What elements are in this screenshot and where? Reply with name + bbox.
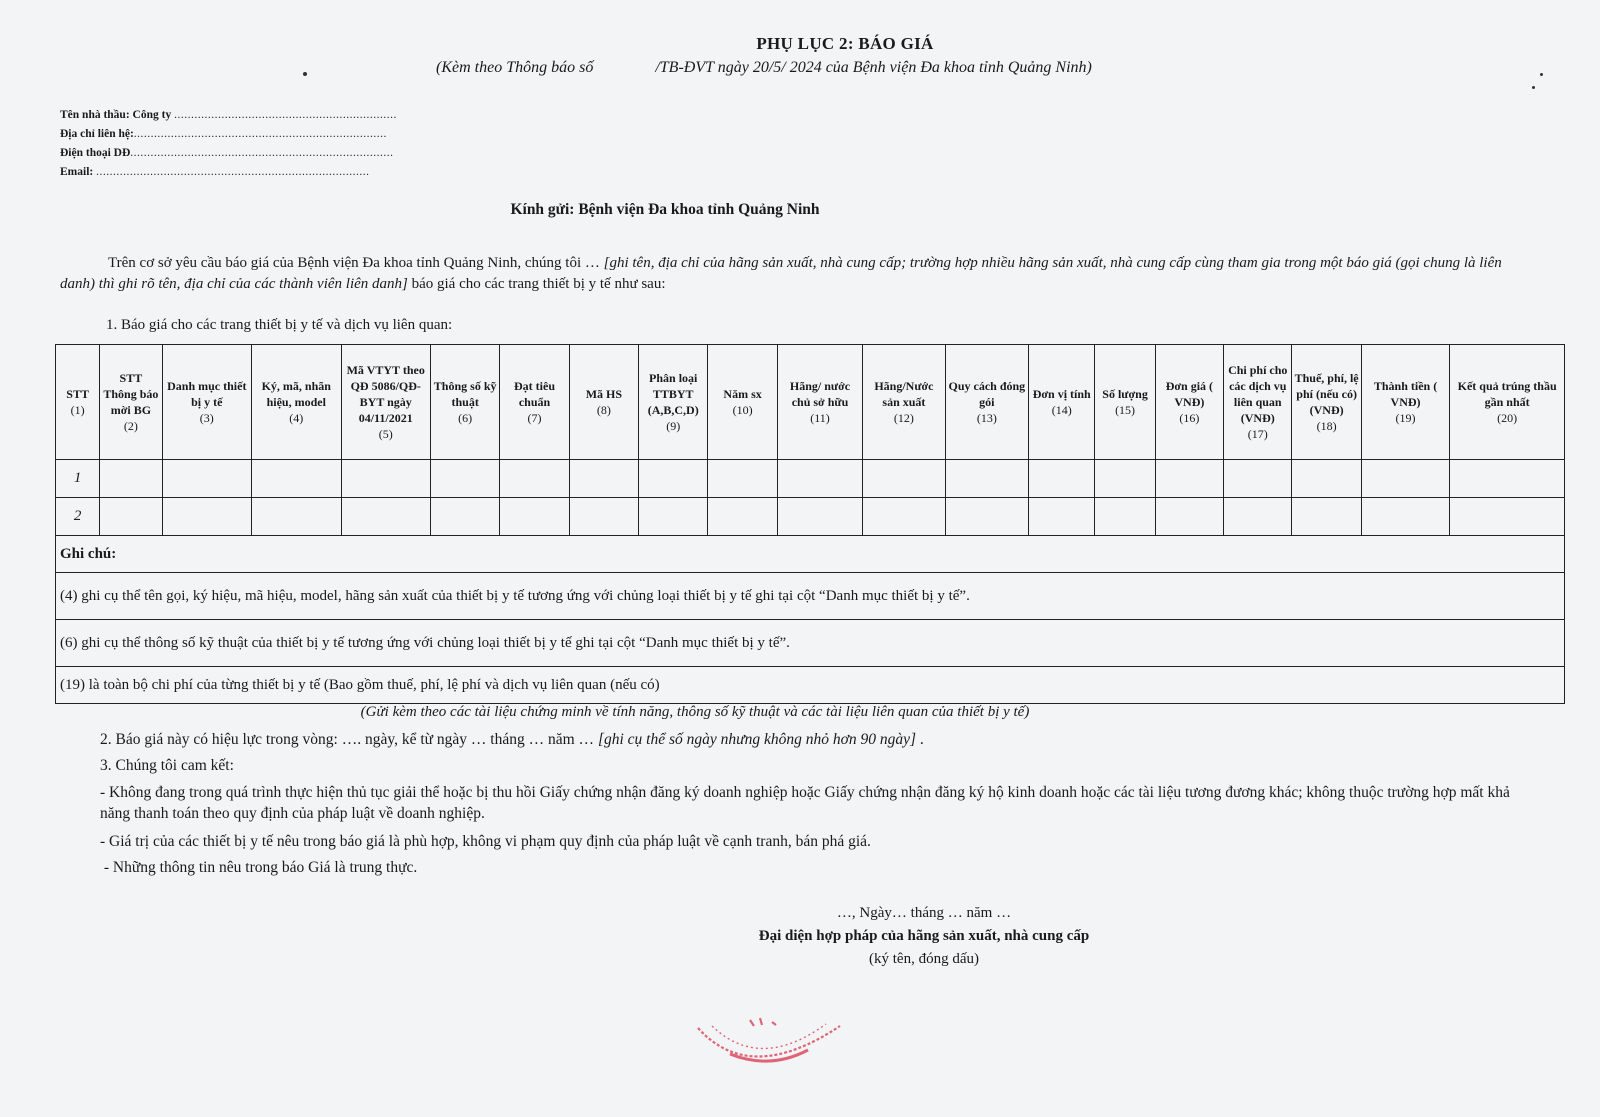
intro-italic: [ghi tên, địa chỉ của hãng sản xuất, nhà cung cấp; trường hợp nhiều hãng sản xuất, nhà cung cấp cùng tham gia trong một báo giá (gọi chung là liên danh) thì ghi rõ tên, địa chỉ của các thành viên liên danh] — [60, 255, 1502, 292]
intro-lead: Trên cơ sở yêu cầu báo giá của Bệnh viện Đa khoa tỉnh Quảng Ninh, chúng tôi … — [108, 255, 604, 271]
column-header-label: Hãng/ nước chủ sở hữu — [789, 379, 851, 409]
column-header-number: (5) — [378, 427, 393, 441]
column-header — [863, 345, 945, 460]
table-cell — [1095, 460, 1155, 498]
notes-title-row — [56, 536, 1565, 573]
column-header-label: Mã HS — [585, 387, 623, 401]
table-cell — [863, 498, 945, 536]
column-header-label: STT Thông báo mời BG — [103, 371, 159, 417]
email-label: Email: — [60, 166, 94, 178]
column-header-number: (20) — [1497, 411, 1518, 425]
table-cell — [1292, 460, 1361, 498]
column-header-label: STT — [66, 387, 89, 401]
column-header — [945, 345, 1028, 460]
column-header-number: (19) — [1395, 411, 1416, 425]
column-header-number: (13) — [976, 411, 997, 425]
column-header — [430, 345, 499, 460]
table-cell — [1029, 460, 1095, 498]
table-cell — [100, 498, 162, 536]
column-header — [252, 345, 341, 460]
table-cell — [252, 460, 341, 498]
column-header-label: Quy cách đóng gói — [948, 379, 1026, 409]
table-cell — [1155, 460, 1223, 498]
column-header-label: Thuế, phí, lệ phí (nếu có) (VNĐ) — [1294, 371, 1359, 417]
column-header-label: Ký, mã, nhãn hiệu, model — [261, 379, 331, 409]
column-header-number: (12) — [893, 411, 914, 425]
intro-tail: báo giá cho các trang thiết bị y tế như sau: — [407, 276, 666, 292]
table-cell — [430, 460, 499, 498]
table-cell — [1095, 498, 1155, 536]
column-header — [708, 345, 777, 460]
note-row — [56, 667, 1565, 704]
table-row — [56, 460, 1565, 498]
column-header — [1292, 345, 1361, 460]
column-header-number: (7) — [527, 411, 542, 425]
column-header-label: Phân loại TTBYT (A,B,C,D) — [647, 371, 699, 417]
table-cell — [100, 460, 162, 498]
table-cell — [1292, 498, 1361, 536]
column-header-number: (1) — [70, 403, 85, 417]
column-header-label: Danh mục thiết bị y tế — [167, 379, 247, 409]
column-header-number: (6) — [458, 411, 473, 425]
phone-label: Điện thoại DĐ — [60, 147, 131, 159]
column-header — [1029, 345, 1095, 460]
row-number: 1 — [56, 460, 100, 498]
subtitle-part-b: /TB-ĐVT ngày 20/5/ 2024 của Bệnh viện Đa khoa tỉnh Quảng Ninh) — [655, 59, 1092, 76]
validity-line — [100, 729, 924, 750]
red-seal-stamp-icon — [690, 1008, 860, 1078]
company-row — [60, 106, 397, 125]
company-label: Tên nhà thầu: Công ty — [60, 109, 172, 121]
row-number: 2 — [56, 498, 100, 536]
notes-title: Ghi chú: — [56, 536, 1565, 573]
table-cell — [945, 498, 1028, 536]
column-header — [639, 345, 708, 460]
column-header-label: Chi phí cho các dịch vụ liên quan (VNĐ) — [1228, 363, 1288, 425]
note-text: (19) là toàn bộ chi phí của từng thiết bị y tế (Bao gồm thuế, phí, lệ phí và dịch vụ liên quan (nếu có) — [56, 667, 1565, 704]
column-header-label: Đơn giá ( VNĐ) — [1165, 379, 1214, 409]
column-header — [777, 345, 862, 460]
column-header — [1450, 345, 1565, 460]
table-cell — [1029, 498, 1095, 536]
column-header-number: (2) — [123, 419, 138, 433]
note-text: (4) ghi cụ thể tên gọi, ký hiệu, mã hiệu, model, hãng sản xuất của thiết bị y tế tương ứng với chủng loại thiết bị y tế ghi tại cột “Danh mục thiết bị y tế”. — [56, 573, 1565, 620]
phone-row — [60, 144, 397, 163]
table-cell — [639, 460, 708, 498]
validity-tail: . — [916, 731, 924, 748]
column-header-number: (9) — [666, 419, 681, 433]
column-header-label: Mã VTYT theo QĐ 5086/QĐ-BYT ngày 04/11/2021 — [346, 363, 425, 425]
column-header — [100, 345, 162, 460]
commitment-item-1: - Không đang trong quá trình thực hiện thủ tục giải thể hoặc bị thu hồi Giấy chứng nhận đăng ký doanh nghiệp hoặc Giấy chứng nhận đăng ký hộ kinh doanh hoặc các tài liệu tương đương khác; không thuộc trường hợp mất khả năng thanh toán theo quy định của pháp luật về doanh nghiệp. — [100, 784, 1510, 822]
column-header-number: (15) — [1115, 403, 1136, 417]
column-header — [500, 345, 569, 460]
section-1-heading: 1. Báo giá cho các trang thiết bị y tế và dịch vụ liên quan: — [106, 317, 453, 333]
column-header — [1155, 345, 1223, 460]
signature-note: (ký tên, đóng dấu) — [869, 951, 979, 967]
table-cell — [863, 460, 945, 498]
table-cell — [1224, 498, 1292, 536]
column-header — [1361, 345, 1449, 460]
column-header — [1224, 345, 1292, 460]
address-label: Địa chỉ liên hệ: — [60, 128, 134, 140]
subtitle-part-a: (Kèm theo Thông báo số — [436, 59, 594, 76]
column-header-number: (4) — [289, 411, 304, 425]
table-cell — [569, 498, 638, 536]
table-cell — [1361, 498, 1449, 536]
table-cell — [708, 498, 777, 536]
table-cell — [569, 460, 638, 498]
validity-italic: [ghi cụ thể số ngày nhưng không nhỏ hơn 90 ngày] — [597, 731, 917, 748]
signature-representative: Đại diện hợp pháp của hãng sản xuất, nhà cung cấp — [758, 928, 1090, 944]
column-header-label: Năm sx — [723, 387, 762, 401]
column-header-label: Đơn vị tính — [1032, 387, 1091, 401]
column-header-number: (14) — [1051, 403, 1072, 417]
table-cell — [162, 460, 251, 498]
table-cell — [252, 498, 341, 536]
note-text: (6) ghi cụ thể thông số kỹ thuật của thiết bị y tế tương ứng với chủng loại thiết bị y tế ghi tại cột “Danh mục thiết bị y tế”. — [56, 620, 1565, 667]
column-header-number: (18) — [1316, 419, 1337, 433]
email-row — [60, 163, 397, 182]
table-cell — [639, 498, 708, 536]
column-header — [341, 345, 430, 460]
table-cell — [1450, 460, 1565, 498]
table-cell — [500, 498, 569, 536]
signature-date: …, Ngày… tháng … năm … — [836, 905, 1012, 921]
commitment-title: 3. Chúng tôi cam kết: — [100, 757, 234, 774]
email-blank: ................................................................................. — [96, 166, 370, 178]
table-cell — [430, 498, 499, 536]
commitment-item-3: - Những thông tin nêu trong báo Giá là trung thực. — [100, 859, 418, 876]
column-header — [162, 345, 251, 460]
column-header-label: Đạt tiêu chuẩn — [514, 379, 555, 409]
column-header-number: (8) — [596, 403, 611, 417]
table-cell — [1450, 498, 1565, 536]
document-subtitle — [436, 59, 1092, 77]
table-cell — [162, 498, 251, 536]
signature-block — [0, 902, 1600, 971]
column-header-number: (3) — [199, 411, 214, 425]
table-cell — [1224, 460, 1292, 498]
document-title: PHỤ LỤC 2: BÁO GIÁ — [756, 34, 934, 53]
table-cell — [500, 460, 569, 498]
column-header — [569, 345, 638, 460]
table-cell — [341, 498, 430, 536]
table-cell — [945, 460, 1028, 498]
note-row — [56, 620, 1565, 667]
contractor-info — [60, 106, 397, 182]
address-row — [60, 125, 397, 144]
column-header-label: Thông số kỹ thuật — [433, 379, 497, 409]
column-header-label: Hãng/Nước sản xuất — [874, 379, 934, 409]
column-header-label: Số lượng — [1102, 387, 1148, 401]
note-row — [56, 573, 1565, 620]
greeting: Kính gửi: Bệnh viện Đa khoa tỉnh Quảng Ninh — [510, 201, 820, 218]
commitment-item-2: - Giá trị của các thiết bị y tế nêu trong báo giá là phù hợp, không vi phạm quy định của pháp luật về cạnh tranh, bán phá giá. — [100, 833, 871, 850]
table-header-row — [56, 345, 1565, 460]
column-header-number: (11) — [810, 411, 830, 425]
column-header — [1095, 345, 1155, 460]
table-cell — [341, 460, 430, 498]
address-blank: ........................................................................... — [133, 128, 387, 140]
quote-table — [55, 344, 1565, 704]
validity-lead: 2. Báo giá này có hiệu lực trong vòng: …. ngày, kể từ ngày … tháng … năm … — [100, 731, 598, 748]
column-header — [56, 345, 100, 460]
company-blank: .................................................................. — [174, 109, 397, 121]
column-header-number: (17) — [1247, 427, 1268, 441]
column-header-number: (10) — [732, 403, 753, 417]
table-cell — [1155, 498, 1223, 536]
column-header-number: (16) — [1179, 411, 1200, 425]
table-row — [56, 498, 1565, 536]
table-cell — [777, 460, 862, 498]
phone-blank: .............................................................................. — [130, 147, 394, 159]
table-cell — [708, 460, 777, 498]
table-cell — [1361, 460, 1449, 498]
column-header-label: Thành tiền ( VNĐ) — [1373, 379, 1438, 409]
intro-paragraph — [60, 253, 1538, 295]
column-header-label: Kết quả trúng thầu gần nhất — [1457, 379, 1557, 409]
attachment-note: (Gửi kèm theo các tài liệu chứng minh về tính năng, thông số kỹ thuật và các tài liệu liên quan của thiết bị y tế) — [360, 704, 1030, 720]
table-cell — [777, 498, 862, 536]
